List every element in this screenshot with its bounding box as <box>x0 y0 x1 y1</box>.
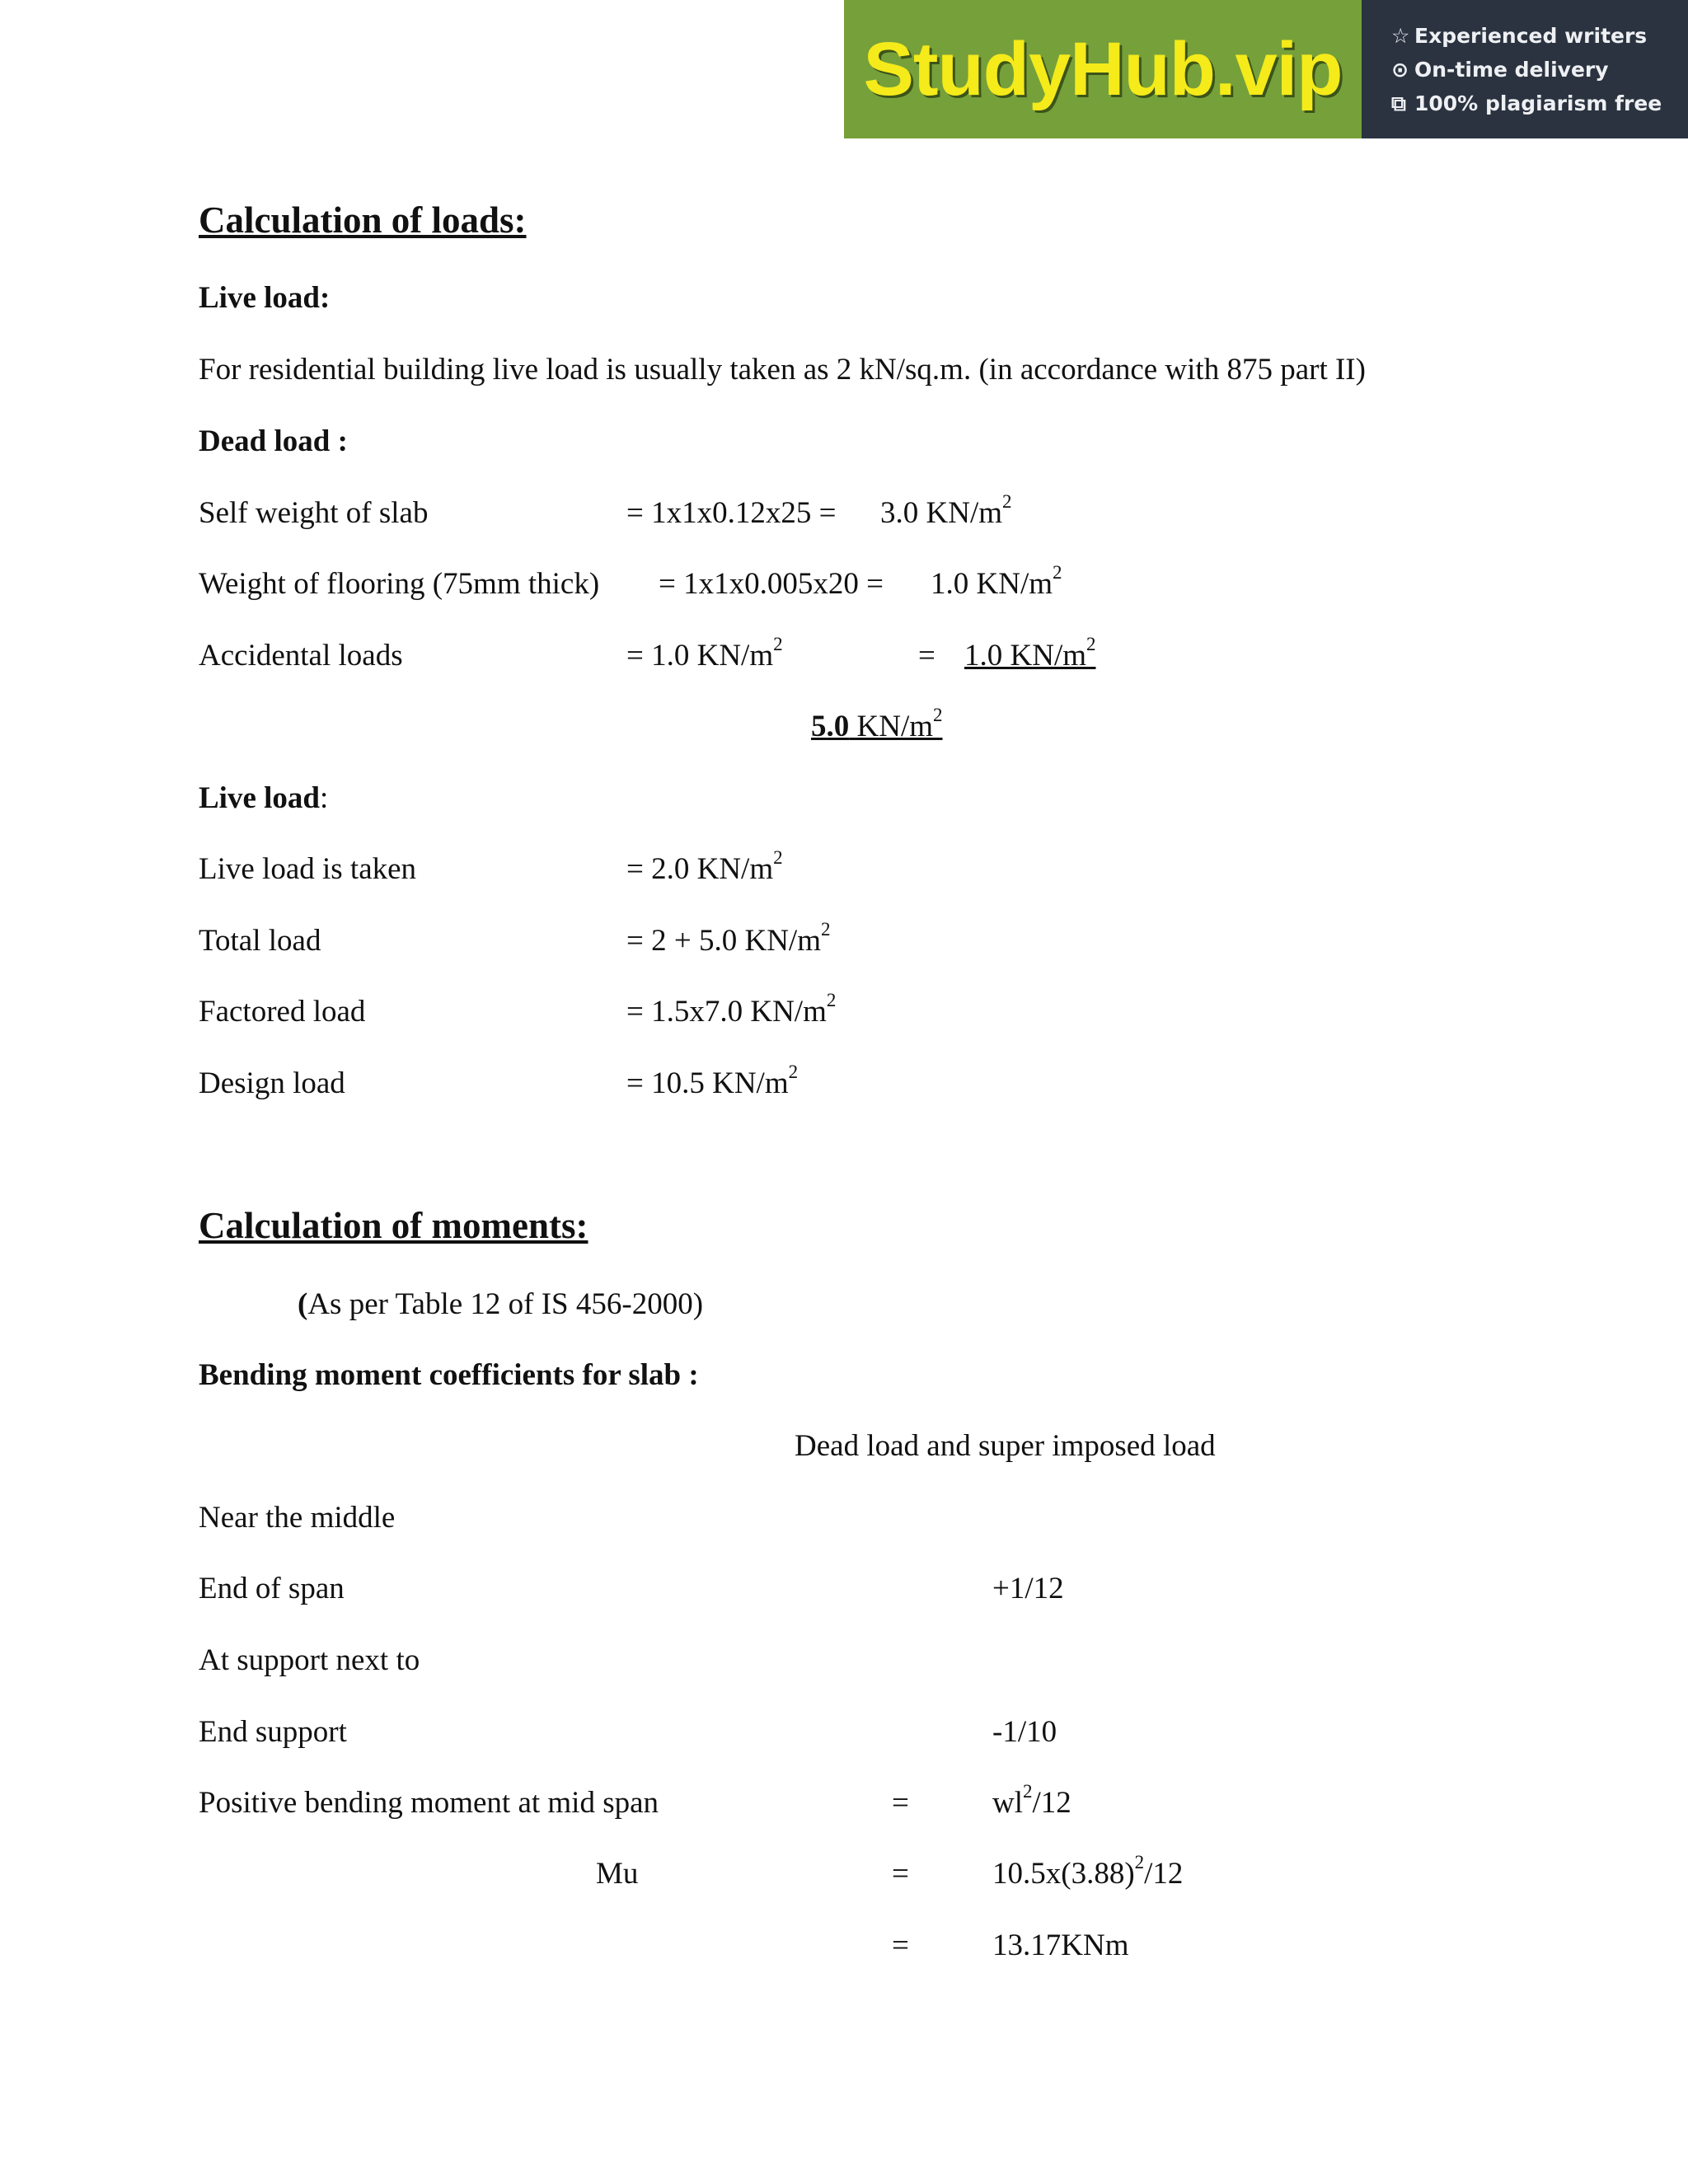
live-load-heading: Live load: <box>199 281 331 315</box>
feature-text: 100% plagiarism free <box>1414 91 1662 115</box>
feature-item <box>1391 21 1688 55</box>
mu-result-value: 13.17KNm <box>992 1929 1129 1962</box>
feature-text: On-time delivery <box>1414 58 1609 82</box>
dead-load-heading: Dead load : <box>199 424 348 458</box>
moments-reference: (As per Table 12 of IS 456-2000) <box>298 1287 704 1321</box>
self-weight-formula: = 1x1x0.12x25 = <box>626 496 837 530</box>
feature-item <box>1391 89 1688 123</box>
end-of-span-value: +1/12 <box>992 1572 1064 1605</box>
moments-heading: Calculation of moments: <box>199 1205 588 1246</box>
near-middle-label: Near the middle <box>199 1501 396 1535</box>
accidental-equals: = <box>918 639 935 673</box>
mu-equals: = <box>892 1857 909 1891</box>
design-load-value: = 10.5 $KN/m^2$ <box>626 1062 799 1100</box>
mu-formula: $10.5x(3.88)^2/12$ <box>992 1852 1184 1891</box>
result-equals: = <box>892 1929 909 1962</box>
accidental-label: Accidental loads <box>199 639 403 673</box>
studyhub-banner <box>844 0 1688 138</box>
end-of-span-label: End of span <box>199 1572 345 1605</box>
live-taken-label: Live load is taken <box>199 852 417 886</box>
positive-moment-formula: $wl^2/12$ <box>992 1781 1071 1820</box>
total-load-value: = 2 + 5.0 $KN/m^2$ <box>626 919 831 958</box>
feature-text: Experienced writers <box>1414 24 1648 48</box>
end-support-label: End support <box>199 1715 347 1749</box>
logo-text: StudyHub.vip <box>863 26 1343 111</box>
dead-load-total: 5.0 $KN/m^2$ <box>811 705 943 743</box>
coefficients-heading: Bending moment coefficients for slab : <box>199 1358 699 1392</box>
factored-load-value: = 1.5x7.0 $KN/m^2$ <box>626 990 837 1029</box>
total-load-label: Total load <box>199 924 321 958</box>
self-weight-label: Self weight of slab <box>199 496 429 530</box>
positive-moment-label: Positive bending moment at mid span <box>199 1786 659 1820</box>
coefficients-column-header: Dead load and super imposed load <box>795 1429 1216 1463</box>
studyhub-logo <box>844 0 1362 138</box>
feature-item <box>1391 55 1688 89</box>
flooring-label: Weight of flooring (75mm thick) <box>199 567 600 601</box>
end-support-value: -1/10 <box>992 1715 1057 1749</box>
accidental-value: 1.0 $KN/m^2$ <box>964 634 1096 673</box>
flooring-value: 1.0 $KN/m^2$ <box>931 562 1062 601</box>
positive-moment-equals: = <box>892 1786 909 1820</box>
factored-load-label: Factored load <box>199 995 366 1029</box>
self-weight-value: 3.0 $KN/m^2$ <box>880 491 1012 530</box>
copy-icon: ⧉ <box>1391 91 1406 115</box>
mu-label: Mu <box>596 1857 639 1891</box>
star-icon: ☆ <box>1391 24 1410 48</box>
feature-list <box>1362 0 1688 138</box>
live-load-text: For residential building live load is usually taken as 2 kN/sq.m. (in accordance with 875 part II) <box>199 353 1366 387</box>
flooring-formula: = 1x1x0.005x20 = <box>659 567 884 601</box>
design-load-label: Design load <box>199 1066 345 1100</box>
live-taken-value: = 2.0 $KN/m^2$ <box>626 847 783 886</box>
live-load-heading-2: Live load: <box>199 781 329 815</box>
accidental-formula: = 1.0 $KN/m^2$ <box>626 634 783 673</box>
support-next-label: At support next to <box>199 1643 420 1677</box>
loads-heading: Calculation of loads: <box>199 199 527 241</box>
clock-icon: ⊙ <box>1391 58 1409 82</box>
